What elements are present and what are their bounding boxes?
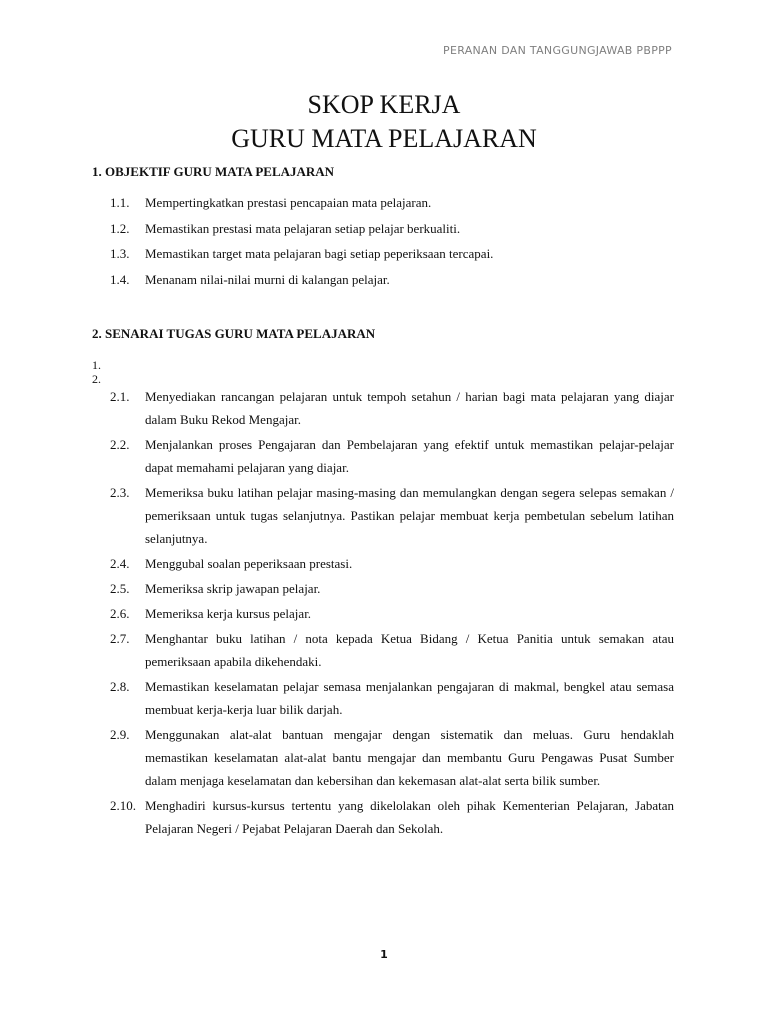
running-header: PERANAN DAN TANGGUNGJAWAB PBPPP [443, 44, 672, 57]
item-number: 2.10. [110, 798, 136, 813]
duties-list [110, 385, 674, 842]
list-item [110, 794, 674, 840]
item-number: 2.1. [110, 389, 130, 404]
empty-list-marker-2: 2. [92, 372, 101, 386]
list-item [110, 385, 674, 431]
item-text: Memeriksa skrip jawapan pelajar. [145, 581, 321, 596]
list-item [110, 272, 675, 298]
list-item [110, 481, 674, 550]
item-number: 1.2. [110, 220, 130, 236]
list-item [110, 195, 675, 221]
item-number: 2.3. [110, 485, 130, 500]
item-number: 2.2. [110, 437, 130, 452]
item-number: 2.5. [110, 581, 130, 596]
empty-list-marker-1: 1. [92, 358, 101, 372]
list-item [110, 246, 675, 272]
item-text: Memastikan target mata pelajaran bagi setiap peperiksaan tercapai. [145, 246, 494, 261]
item-text: Mempertingkatkan prestasi pencapaian mata pelajaran. [145, 195, 432, 210]
list-item [110, 552, 674, 575]
item-text: Menanam nilai-nilai murni di kalangan pelajar. [145, 271, 390, 287]
document-title [0, 88, 768, 156]
item-text: Memeriksa kerja kursus pelajar. [145, 606, 312, 621]
item-text: Memastikan prestasi mata pelajaran setiap pelajar berkualiti. [145, 220, 461, 236]
item-number: 2.4. [110, 556, 130, 571]
list-item [110, 577, 674, 600]
item-text: Menghadiri kursus-kursus tertentu yang dikelolakan oleh pihak Kementerian Pelajaran, Jabatan Pelajaran Negeri / Pejabat Pelajaran Daerah dan Sekolah. [145, 798, 674, 836]
item-number: 2.6. [110, 606, 130, 621]
section-1-heading: 1. OBJEKTIF GURU MATA PELAJARAN [92, 164, 335, 179]
item-text: Menggunakan alat-alat bantuan mengajar dengan sistematik dan meluas. Guru hendaklah memastikan keselamatan alat-alat bantu mengajar dan membantu Guru Pengawas Pusat Sumber dalam menjaga keselamatan dan kebersihan dan kekemasan alat-alat serta bilik sumber. [145, 727, 674, 788]
objectives-list [110, 195, 675, 297]
page-number: 1 [380, 948, 388, 961]
item-text: Menyediakan rancangan pelajaran untuk tempoh setahun / harian bagi mata pelajaran yang diajar dalam Buku Rekod Mengajar. [145, 389, 674, 427]
list-item [110, 433, 674, 479]
item-text: Menghantar buku latihan / nota kepada Ketua Bidang / Ketua Panitia untuk semakan atau pemeriksaan apabila dikehendaki. [145, 631, 674, 669]
list-item [110, 627, 674, 673]
item-text: Menjalankan proses Pengajaran dan Pembelajaran yang efektif untuk memastikan pelajar-pelajar dapat memahami pelajaran yang diajar. [145, 437, 674, 475]
item-text: Memeriksa buku latihan pelajar masing-masing dan memulangkan dengan segera selepas semakan / pemeriksaan untuk tugas selanjutnya. Pastikan pelajar membuat kerja pembetulan sebelum latihan selanjutnya. [145, 485, 674, 546]
list-item [110, 675, 674, 721]
item-number: 1.1. [110, 195, 130, 210]
list-item [110, 602, 674, 625]
list-item [110, 723, 674, 792]
item-text: Menggubal soalan peperiksaan prestasi. [145, 556, 353, 571]
title-line-1: SKOP KERJA [307, 90, 461, 119]
item-number: 2.8. [110, 679, 130, 694]
title-line-2: GURU MATA PELAJARAN [231, 124, 537, 153]
item-number: 1.3. [110, 246, 130, 261]
item-text: Memastikan keselamatan pelajar semasa menjalankan pengajaran di makmal, bengkel atau semasa membuat kerja-kerja luar bilik darjah. [145, 679, 674, 717]
item-number: 2.9. [110, 727, 130, 742]
item-number: 1.4. [110, 271, 130, 287]
section-2-heading: 2. SENARAI TUGAS GURU MATA PELAJARAN [92, 326, 376, 341]
list-item [110, 221, 675, 247]
item-number: 2.7. [110, 631, 130, 646]
